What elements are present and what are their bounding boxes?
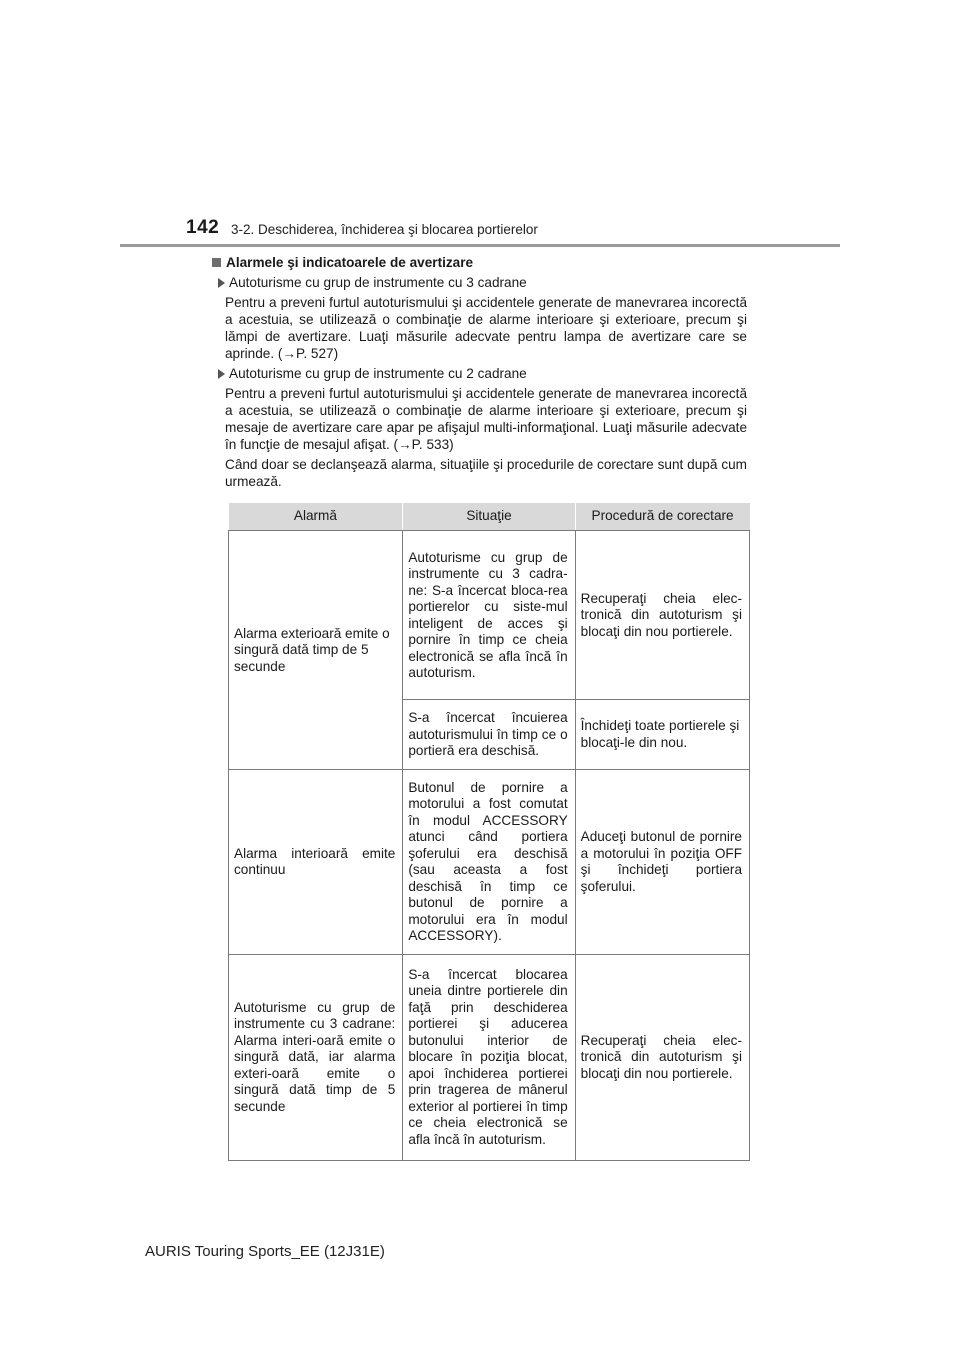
cell-situation: S-a încercat blocarea uneia dintre portierele din faţă prin deschiderea portierei şi aducerea butonului interior de blocare în poziţia blocat, apoi închiderea portierei prin tragerea de mânerul exterior al portierei în timp ce cheia electronică se afla încă în autoturism. <box>403 954 575 1160</box>
sub-heading-3-dials <box>212 274 747 291</box>
section-heading-text: Alarmele şi indicatoarele de avertizare <box>226 255 474 270</box>
paragraph-intro-table: Când doar se declanşează alarma, situaţiile şi procedurile de corectare sunt după cum urmează. <box>225 457 747 489</box>
section-heading <box>212 254 747 271</box>
paragraph-2-dials: Pentru a preveni furtul autoturismului şi accidentele generate de manevrarea incorectă a acestuia, se utilizează o combinaţie de alarme interioare şi exterioare, precum şi mesaje de avertizare care apar pe afişajul multi-informaţional. Luaţi măsurile adecvate în funcţie de mesajul afişat. (→P. 533) <box>225 386 747 452</box>
cell-situation: Butonul de pornire a motorului a fost comutat în modul ACCESSORY atunci când portiera şoferului era deschisă (sau aceasta a fost deschisă în timp ce butonul de pornire a motorului era în modul ACCESSORY). <box>403 769 575 954</box>
chapter-title: 3-2. Deschiderea, închiderea şi blocarea portierelor <box>231 222 538 237</box>
cell-alarm: Alarma interioară emite continuu <box>229 769 403 954</box>
triangle-bullet-icon <box>218 278 225 288</box>
content <box>212 254 747 493</box>
cell-situation: S-a încercat încuierea autoturismului în timp ce o portieră era deschisă. <box>403 700 575 770</box>
cell-situation: Autoturisme cu grup de instrumente cu 3 cadra-ne: S-a încercat bloca-rea portierelor cu siste-mul inteligent de acces şi pornire în timp ce cheia electronică se afla încă în autoturism. <box>403 531 575 700</box>
table-row <box>229 531 750 700</box>
alarm-table <box>228 503 750 1161</box>
paragraph-3-dials: Pentru a preveni furtul autoturismului şi accidentele generate de manevrarea incorectă a acestuia, se utilizează o combinaţie de alarme interioare şi exterioare, precum şi lămpi de avertizare. Luaţi măsurile adecvate pentru lampa de avertizare care se aprinde. (→P. 527) <box>225 295 747 361</box>
cell-procedure: Închideţi toate portierele şi blocaţi-le din nou. <box>575 700 749 770</box>
table-row <box>229 954 750 1160</box>
header-procedure: Procedură de corectare <box>575 503 749 531</box>
sub-heading-text: Autoturisme cu grup de instrumente cu 3 cadrane <box>229 275 527 290</box>
header-situation: Situaţie <box>403 503 575 531</box>
sub-heading-2-dials <box>212 365 747 382</box>
cell-procedure: Recuperaţi cheia elec-tronică din autoturism şi blocaţi din nou portierele. <box>575 954 749 1160</box>
triangle-bullet-icon <box>218 369 225 379</box>
header-rule <box>120 244 840 247</box>
cell-alarm: Alarma exterioară emite o singură dată timp de 5 secunde <box>229 531 403 770</box>
header-alarm: Alarmă <box>229 503 403 531</box>
sub-heading-text: Autoturisme cu grup de instrumente cu 2 cadrane <box>229 366 527 381</box>
page-number: 142 <box>186 217 220 238</box>
footer-model: AURIS Touring Sports_EE (12J31E) <box>145 1243 385 1260</box>
square-bullet-icon <box>212 258 221 267</box>
cell-procedure: Aduceţi butonul de pornire a motorului în poziţia OFF şi închideţi portiera şoferului. <box>575 769 749 954</box>
cell-procedure: Recuperaţi cheia elec-tronică din autoturism şi blocaţi din nou portierele. <box>575 531 749 700</box>
table-header-row <box>229 503 750 531</box>
cell-alarm: Autoturisme cu grup de instrumente cu 3 cadrane: Alarma interi-oară emite o singură dată, iar alarma exteri-oară emite o singură dată timp de 5 secunde <box>229 954 403 1160</box>
table-row <box>229 769 750 954</box>
